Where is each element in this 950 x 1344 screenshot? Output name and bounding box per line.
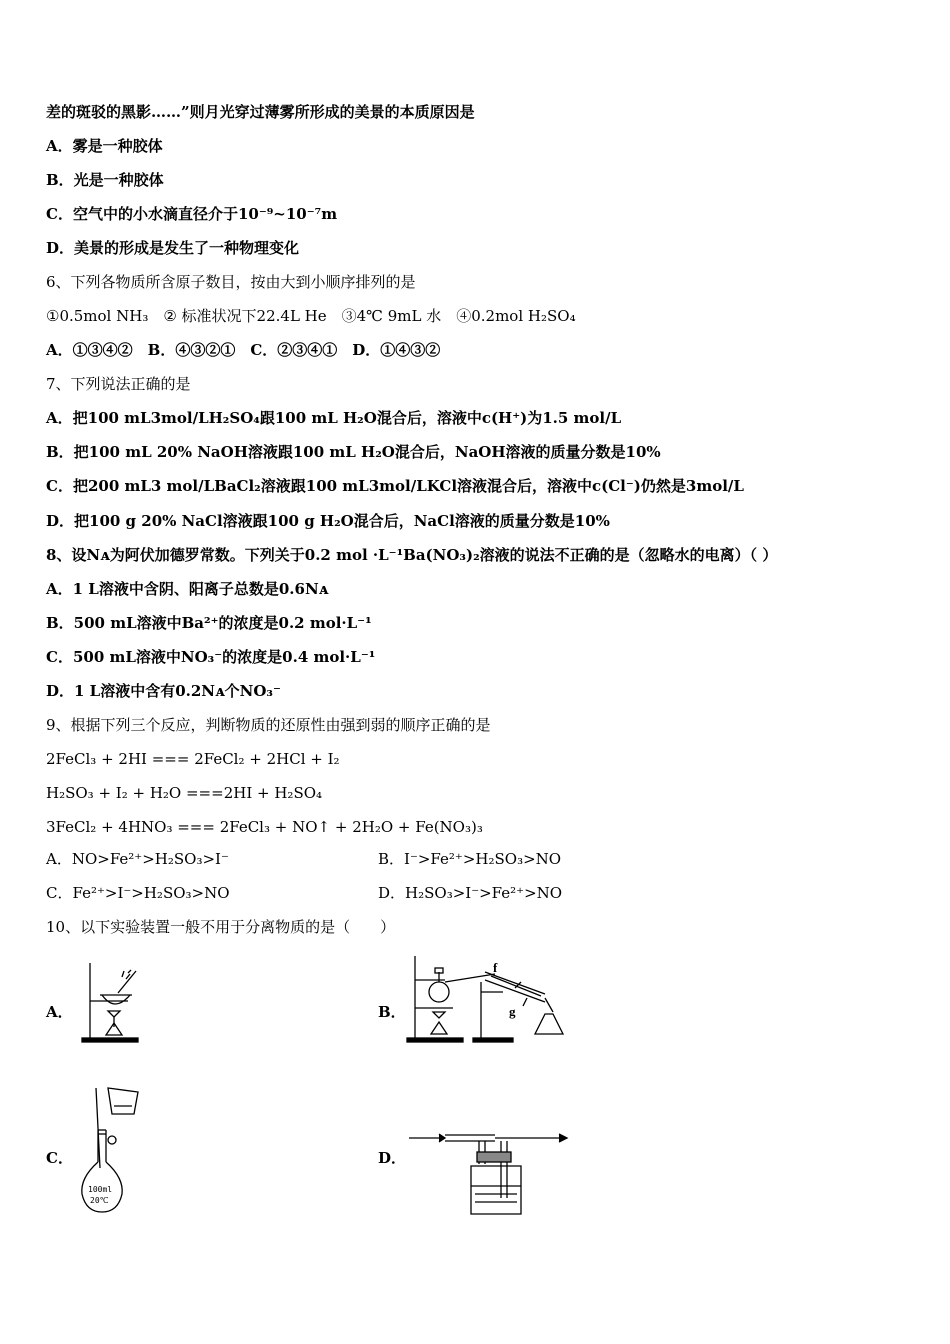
- condenser-label-f: f: [493, 960, 498, 975]
- q9-reaction-1: 2FeCl₃ + 2HI === 2FeCl₂ + 2HCl + I₂: [46, 750, 340, 768]
- q6-items: ①0.5mol NH₃ ② 标准状况下22.4L He ③4℃ 9mL 水 ④0.2mol H₂SO₄: [46, 307, 576, 325]
- q5-stem-tail: 差的斑驳的黑影……”则月光穿过薄雾所形成的美景的本质原因是: [46, 103, 475, 121]
- q10-option-a-label: A．: [46, 1003, 73, 1021]
- volumetric-flask-figure: [72, 1082, 152, 1217]
- q8-option-c: C．500 mL溶液中NO₃⁻的浓度是0.4 mol·L⁻¹: [46, 648, 376, 666]
- q9-option-d: D．H₂SO₃>I⁻>Fe²⁺>NO: [378, 884, 563, 902]
- q9-reaction-2: H₂SO₃ + I₂ + H₂O ===2HI + H₂SO₄: [46, 784, 323, 802]
- q7-option-a: A．把100 mL3mol/LH₂SO₄跟100 mL H₂O混合后，溶液中c(H⁺)为1.5 mol/L: [46, 409, 622, 427]
- q10-option-d-label: D．: [378, 1149, 407, 1167]
- flask-temperature-mark: 20℃: [90, 1196, 109, 1205]
- q5-option-b: B．光是一种胶体: [46, 171, 164, 189]
- q9-option-c: C．Fe²⁺>I⁻>H₂SO₃>NO: [46, 884, 230, 902]
- q8-option-a: A．1 L溶液中含阴、阳离子总数是0.6Nᴀ: [46, 580, 329, 598]
- q5-option-c: C．空气中的小水滴直径介于10⁻⁹~10⁻⁷m: [46, 205, 338, 223]
- q6-stem: 6、下列各物质所含原子数目，按由大到小顺序排列的是: [46, 273, 416, 291]
- gas-washing-bottle-figure: [405, 1128, 575, 1220]
- q10-option-c-label: C．: [46, 1149, 73, 1167]
- q9-option-a: A．NO>Fe²⁺>H₂SO₃>I⁻: [46, 850, 229, 868]
- q9-option-b: B．I⁻>Fe²⁺>H₂SO₃>NO: [378, 850, 562, 868]
- q7-option-b: B．把100 mL 20% NaOH溶液跟100 mL H₂O混合后，NaOH溶液的质量分数是10%: [46, 443, 661, 461]
- q7-stem: 7、下列说法正确的是: [46, 375, 191, 393]
- flask-volume-mark: 100ml: [88, 1185, 113, 1194]
- q6-options: A．①③④② B．④③②① C．②③④① D．①④③②: [46, 341, 441, 359]
- q8-option-d: D．1 L溶液中含有0.2Nᴀ个NO₃⁻: [46, 682, 281, 700]
- q10-option-b-label: B．: [378, 1003, 406, 1021]
- distillation-apparatus-figure: [405, 952, 575, 1047]
- q7-option-c: C．把200 mL3 mol/LBaCl₂溶液跟100 mL3mol/LKCl溶液混合后，溶液中c(Cl⁻)仍然是3mol/L: [46, 477, 744, 495]
- q8-stem: 8、设Nᴀ为阿伏加德罗常数。下列关于0.2 mol ·L⁻¹Ba(NO₃)₂溶液的说法不正确的是（忽略水的电离）（ ）: [46, 546, 778, 564]
- condenser-label-g: g: [509, 1004, 516, 1019]
- q7-option-d: D．把100 g 20% NaCl溶液跟100 g H₂O混合后，NaCl溶液的质量分数是10%: [46, 512, 610, 530]
- evaporation-apparatus-figure: [78, 955, 148, 1045]
- q5-option-a: A．雾是一种胶体: [46, 137, 163, 155]
- q10-stem: 10、以下实验装置一般不用于分离物质的是（ ）: [46, 918, 396, 936]
- q5-option-d: D．美景的形成是发生了一种物理变化: [46, 239, 300, 257]
- q9-stem: 9、根据下列三个反应，判断物质的还原性由强到弱的顺序正确的是: [46, 716, 491, 734]
- q9-reaction-3: 3FeCl₂ + 4HNO₃ === 2FeCl₃ + NO↑ + 2H₂O + Fe(NO₃)₃: [46, 818, 483, 836]
- q8-option-b: B．500 mL溶液中Ba²⁺的浓度是0.2 mol·L⁻¹: [46, 614, 372, 632]
